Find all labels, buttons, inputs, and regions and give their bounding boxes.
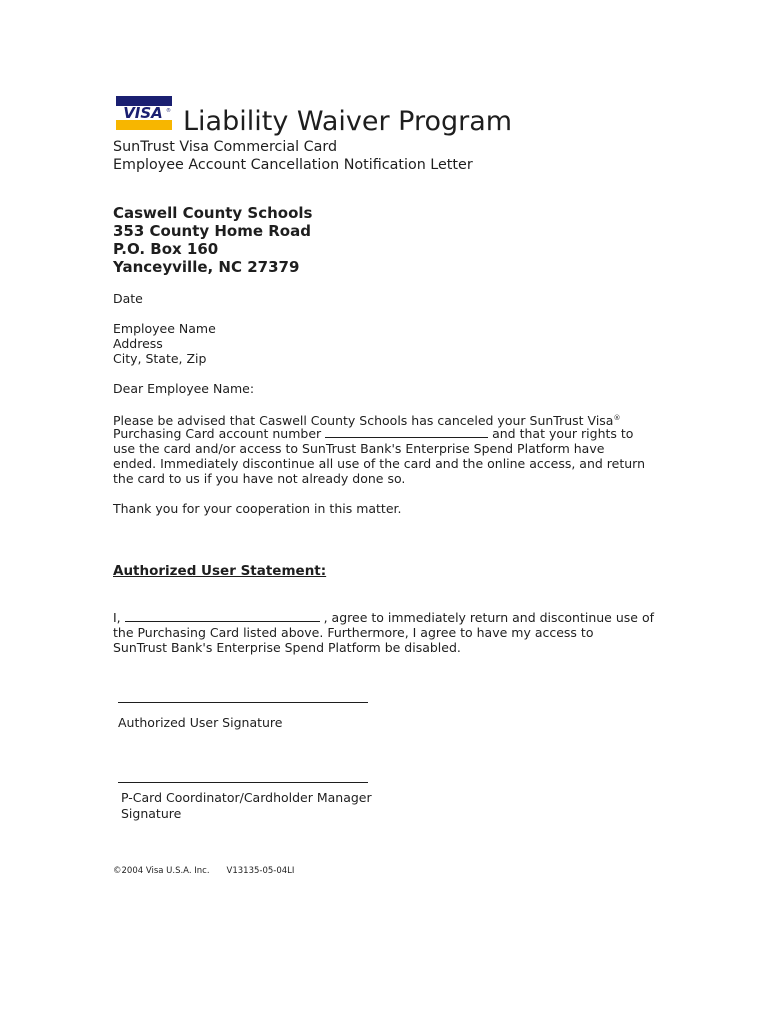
statement-text: I,: [113, 610, 125, 625]
thanks-line: Thank you for your cooperation in this matter.: [113, 501, 402, 516]
statement-text: , agree to immediately return and discontinue use of: [319, 610, 654, 625]
body-line-text: Purchasing Card account number: [113, 426, 326, 441]
visa-logo-registered: ®: [166, 108, 171, 114]
user-signature-label: Authorized User Signature: [118, 715, 283, 730]
user-name-blank[interactable]: [125, 621, 320, 622]
subtitle-letter: Employee Account Cancellation Notification Letter: [113, 157, 473, 173]
subtitle-card: SunTrust Visa Commercial Card: [113, 139, 338, 155]
copyright: ©2004 Visa U.S.A. Inc.: [113, 866, 210, 876]
date-field: Date: [113, 291, 143, 306]
page-title: Liability Waiver Program: [183, 106, 513, 137]
user-signature-line[interactable]: [118, 702, 368, 703]
sender-name: Caswell County Schools: [113, 204, 313, 222]
city-state-zip-field: City, State, Zip: [113, 351, 207, 366]
body-line-text: Please be advised that Caswell County Schools has canceled your SunTrust Visa: [113, 413, 614, 429]
sender-po-box: P.O. Box 160: [113, 240, 219, 258]
body-line: ended. Immediately discontinue all use of the card and the online access, and return: [113, 456, 646, 471]
registered-mark: ®: [613, 414, 621, 422]
form-code: V13135-05-04LI: [226, 866, 295, 876]
footer: [113, 866, 294, 876]
address-field: Address: [113, 336, 163, 351]
body-line: [113, 426, 633, 441]
sender-street: 353 County Home Road: [113, 222, 311, 240]
statement-heading: Authorized User Statement:: [113, 563, 327, 579]
sender-city: Yanceyville, NC 27379: [113, 258, 300, 276]
visa-logo-text: VISA: [123, 104, 163, 122]
coordinator-signature-line[interactable]: [118, 782, 368, 783]
salutation: Dear Employee Name:: [113, 381, 255, 396]
statement-line: [113, 610, 654, 625]
employee-name-field: Employee Name: [113, 321, 216, 336]
statement-line: the Purchasing Card listed above. Furthermore, I agree to have my access to: [113, 625, 594, 640]
body-line: use the card and/or access to SunTrust Bank's Enterprise Spend Platform have: [113, 441, 605, 456]
statement-line: SunTrust Bank's Enterprise Spend Platform be disabled.: [113, 640, 461, 655]
body-line-text: and that your rights to: [488, 426, 634, 441]
coordinator-signature-label: P-Card Coordinator/Cardholder Manager: [121, 790, 372, 805]
account-number-blank[interactable]: [325, 437, 488, 438]
coordinator-signature-label: Signature: [121, 806, 182, 821]
body-line: the card to us if you have not already done so.: [113, 471, 406, 486]
visa-logo: [116, 96, 172, 130]
